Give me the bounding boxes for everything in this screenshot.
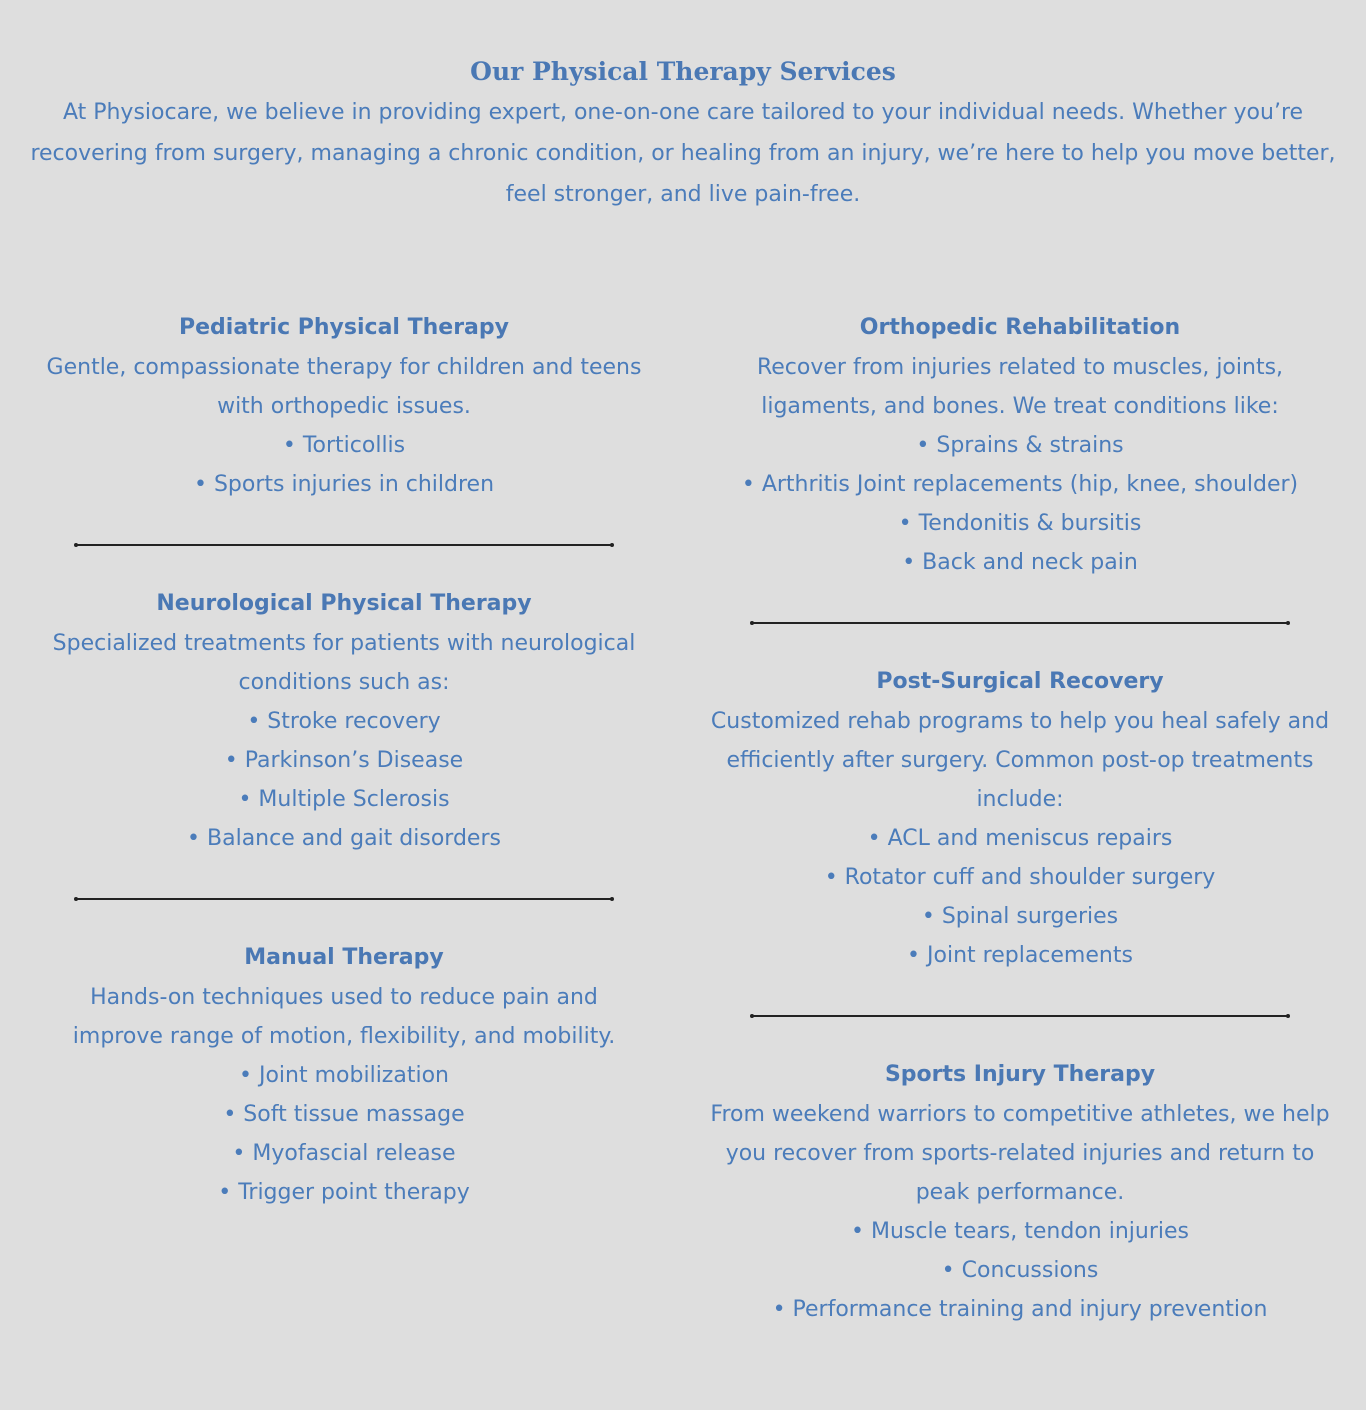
page-title: Our Physical Therapy Services [470, 57, 896, 86]
service-sports-injury [704, 1054, 1336, 1329]
service-pediatric [22, 307, 666, 504]
service-description: Gentle, compassionate therapy for children and teens with orthopedic issues. [46, 355, 642, 419]
service-description: From weekend warriors to competitive athletes, we help you recover from sports-related injuries and return to peak performance. [710, 1102, 1330, 1205]
service-list [22, 426, 666, 504]
service-title: Post-Surgical Recovery [876, 669, 1164, 694]
right-column [704, 307, 1336, 1329]
service-description: Customized rehab programs to help you heal safely and efficiently after surgery. Common post-op treatments include: [710, 709, 1330, 812]
service-description: Recover from injuries related to muscles, joints, ligaments, and bones. We treat conditions like: [756, 355, 1284, 419]
list-item: • Performance training and injury prevention [772, 1297, 1268, 1322]
list-item: • Myofascial release [232, 1141, 456, 1166]
list-item: • Joint mobilization [239, 1063, 449, 1088]
list-item: • Joint replacements [907, 943, 1133, 968]
section-divider [752, 622, 1288, 624]
list-item: • Sports injuries in children [193, 472, 495, 497]
section-divider [76, 898, 612, 900]
list-item: • ACL and meniscus repairs [867, 826, 1173, 851]
list-item: • Spinal surgeries [921, 904, 1119, 929]
intro-section [0, 52, 1366, 215]
list-item: • Rotator cuff and shoulder surgery [824, 865, 1216, 890]
list-item: • Balance and gait disorders [187, 826, 501, 851]
list-item: • Soft tissue massage [223, 1102, 465, 1127]
service-orthopedic [704, 307, 1336, 582]
service-title: Neurological Physical Therapy [156, 591, 532, 616]
list-item: • Arthritis Joint replacements (hip, knee, shoulder) [741, 472, 1299, 497]
service-title: Manual Therapy [244, 945, 444, 970]
list-item: • Torticollis [282, 433, 406, 458]
service-title: Pediatric Physical Therapy [178, 315, 509, 340]
list-item: • Trigger point therapy [218, 1180, 470, 1205]
service-neurological [22, 583, 666, 858]
service-manual [22, 937, 666, 1212]
intro-text: At Physiocare, we believe in providing expert, one-on-one care tailored to your individual needs. Whether you’re recovering from surgery, managing a chronic condition, or healing from an injury, we’re here to help you move better, feel stronger, and live pain-free. [30, 100, 1336, 207]
service-list [704, 1212, 1336, 1329]
service-list [704, 819, 1336, 975]
service-description: Hands-on techniques used to reduce pain and improve range of motion, flexibility, and mobility. [72, 985, 616, 1049]
service-post-surgical [704, 661, 1336, 975]
left-column [22, 307, 666, 1212]
service-list [22, 1056, 666, 1212]
service-title: Sports Injury Therapy [884, 1062, 1156, 1087]
list-item: • Back and neck pain [902, 550, 1138, 575]
list-item: • Concussions [941, 1258, 1099, 1283]
list-item: • Parkinson’s Disease [224, 748, 464, 773]
list-item: • Tendonitis & bursitis [898, 511, 1142, 536]
service-description: Specialized treatments for patients with neurological conditions such as: [52, 631, 636, 695]
service-title: Orthopedic Rehabilitation [859, 315, 1181, 340]
section-divider [752, 1015, 1288, 1017]
list-item: • Multiple Sclerosis [238, 787, 450, 812]
list-item: • Stroke recovery [247, 709, 441, 734]
list-item: • Muscle tears, tendon injuries [851, 1219, 1189, 1244]
service-list [704, 426, 1336, 582]
list-item: • Sprains & strains [916, 433, 1124, 458]
section-divider [76, 544, 612, 546]
service-list [22, 702, 666, 858]
